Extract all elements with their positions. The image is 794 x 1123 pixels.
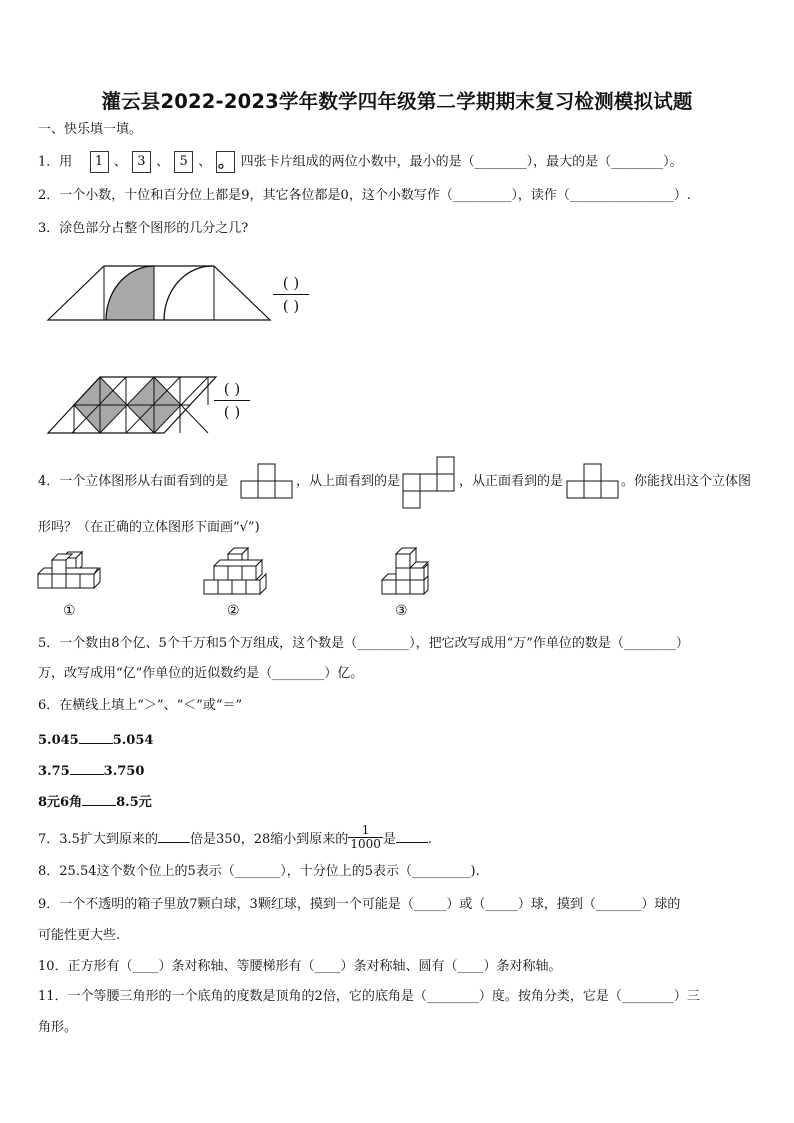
question-7: [38, 823, 433, 853]
option-3-label[interactable]: ③: [395, 603, 408, 619]
separator: 、: [198, 154, 212, 170]
fraction-answer-2[interactable]: [214, 378, 250, 423]
compare-row-3: [38, 791, 152, 812]
compare-row-2: [38, 760, 144, 781]
trapezoid-figure: [46, 264, 272, 324]
decimal-point-card: 。: [217, 152, 234, 171]
q4-text-c: ，从正面看到的是: [459, 474, 564, 489]
numerator-blank: ( ): [282, 274, 300, 292]
compare-right: 3.750: [103, 764, 145, 779]
right-view-icon: [240, 463, 294, 499]
question-11-line-1: 11．一个等腰三角形的一个底角的度数是顶角的2倍，它的底角是（________）度。按角分类，它是（________）三: [38, 989, 700, 1004]
q7-text-c: 是: [382, 832, 396, 847]
denominator-blank: ( ): [273, 294, 309, 317]
answer-blank[interactable]: [82, 791, 116, 806]
cube-figure-3: [378, 550, 434, 598]
compare-row-1: [38, 729, 153, 750]
fraction-numerator: 1: [348, 824, 383, 838]
question-4-line-2: 形吗？（在正确的立体图形下面画“√”): [38, 520, 260, 535]
number-card-3: 3: [132, 151, 151, 173]
compare-left: 3.75: [38, 764, 70, 779]
option-2-label[interactable]: ②: [227, 603, 240, 619]
q4-text-d: 。你能找出这个立体图: [621, 474, 752, 489]
cube-figure-1: [36, 550, 104, 598]
q7-text-d: .: [427, 832, 433, 847]
question-4-line-1: [38, 473, 228, 491]
answer-blank[interactable]: [79, 729, 113, 744]
denominator-blank: ( ): [214, 400, 250, 423]
q4-text-a: 4．一个立体图形从右面看到的是: [38, 474, 229, 489]
separator: 、: [156, 154, 170, 170]
q1-suffix: 四张卡片组成的两位小数中，最小的是（________），最大的是（________）。: [240, 154, 683, 170]
question-10: 10．正方形有（____）条对称轴、等腰梯形有（____）条对称轴、圆有（____）条对称轴。: [38, 959, 562, 974]
question-2: 2．一个小数，十位和百分位上都是9，其它各位都是0，这个小数写作（_________），读作（________________）.: [38, 188, 691, 203]
fraction-answer-1[interactable]: [273, 272, 309, 317]
cube-figure-2: [200, 550, 272, 598]
question-3: 3．涂色部分占整个图形的几分之几?: [38, 221, 249, 236]
numerator-blank: ( ): [223, 380, 241, 398]
front-view-icon: [566, 463, 620, 499]
answer-blank[interactable]: [158, 828, 190, 843]
fraction-one-thousandth: [348, 824, 383, 851]
q7-text-a: 7．3.5扩大到原来的: [38, 832, 158, 847]
q7-text-b: 倍是350，28缩小到原来的: [189, 832, 349, 847]
question-9-line-2: 可能性更大些.: [38, 928, 121, 943]
fraction-denominator: 1000: [350, 837, 381, 851]
answer-blank[interactable]: [70, 760, 104, 775]
compare-right: 8.5元: [116, 795, 152, 810]
parallelogram-figure: [46, 375, 218, 437]
question-5-line-2: 万，改写成用“亿”作单位的近似数约是（________）亿。: [38, 666, 364, 681]
question-1: [38, 151, 683, 173]
question-5-line-1: 5．一个数由8个亿、5个千万和5个万组成，这个数是（________），把它改写成用“万”作单位的数是（________）: [38, 636, 689, 651]
question-6: 6．在横线上填上“＞”、“＜”或“＝”: [38, 698, 243, 713]
section-heading: 一、快乐填一填。: [38, 122, 143, 137]
answer-blank[interactable]: [396, 828, 428, 843]
question-9-line-1: 9．一个不透明的箱子里放7颗白球，3颗红球，摸到一个可能是（_____）或（_____）球，摸到（_______）球的: [38, 897, 681, 912]
q1-prefix: 1．用: [38, 154, 73, 170]
page-title: 灌云县2022-2023学年数学四年级第二学期期末复习检测模拟试题: [101, 90, 693, 113]
number-card-5: 5: [174, 151, 193, 173]
compare-right: 5.054: [112, 733, 154, 748]
option-1-label[interactable]: ①: [63, 603, 76, 619]
number-card-1: 1: [90, 151, 109, 173]
question-8: 8．25.54这个数个位上的5表示（_______），十分位上的5表示（_________).: [38, 864, 480, 879]
compare-left: 8元6角: [38, 795, 83, 810]
top-view-icon: [403, 456, 455, 508]
question-11-line-2: 角形。: [38, 1020, 78, 1035]
separator: 、: [113, 154, 127, 170]
compare-left: 5.045: [38, 733, 79, 748]
q4-text-b: ，从上面看到的是: [296, 474, 401, 489]
